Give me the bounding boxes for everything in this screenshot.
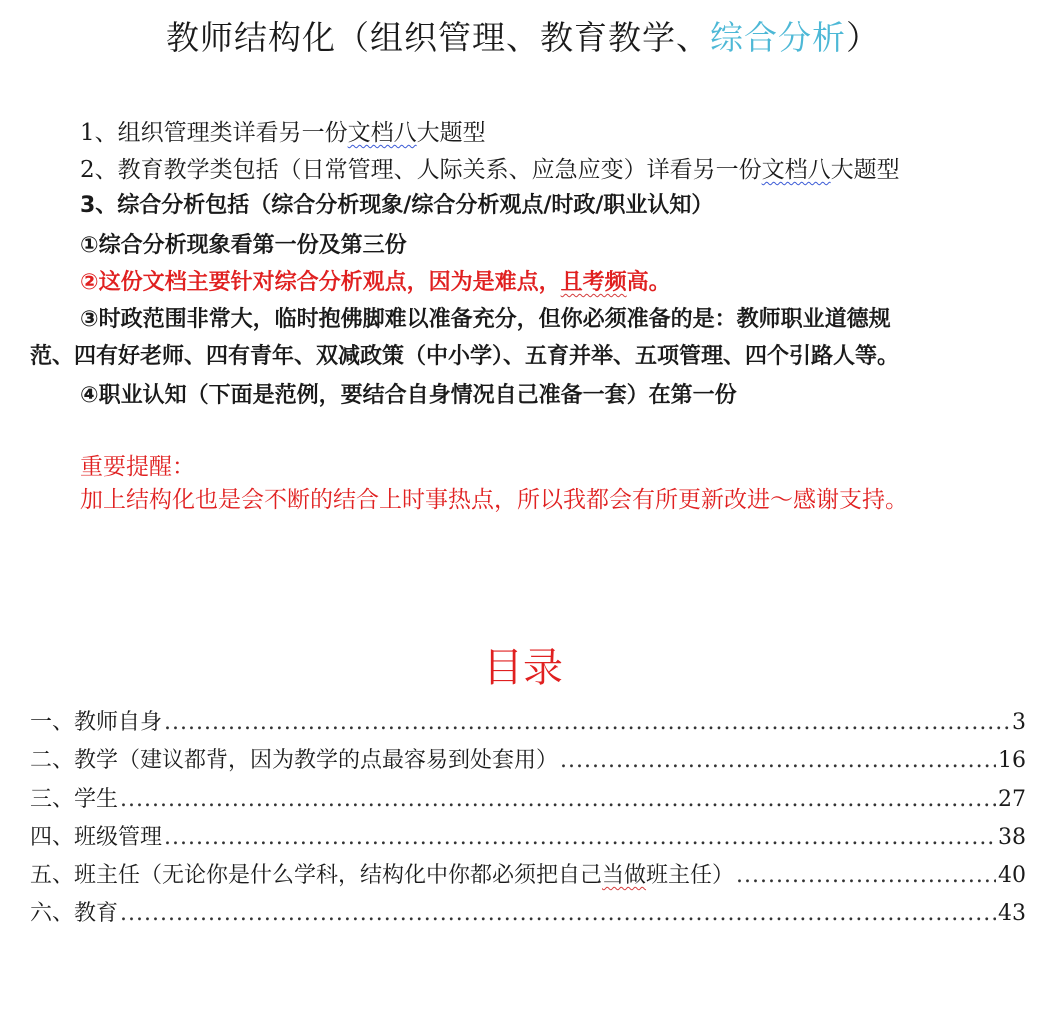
title-close: ）	[846, 18, 880, 57]
sub-item-2	[80, 265, 671, 296]
intro-item-1-text: 1、组织管理类详看另一份	[80, 120, 348, 146]
spellcheck-mark: 文档八	[347, 120, 417, 146]
toc-entry-label-part: 五、班主任（无论你是什么学科，结构化中你都必须把自己	[30, 863, 603, 888]
toc-entry-label: 六、教育	[30, 901, 119, 926]
title-main: 教师结构化（组织管理、教育教学、	[166, 18, 710, 57]
reminder-heading: 重要提醒：	[80, 454, 195, 480]
toc-entry-label-part: 班主任）	[646, 863, 735, 888]
toc-title: 目录	[483, 645, 563, 691]
toc-entry[interactable]	[30, 782, 1026, 813]
intro-item-1	[80, 114, 486, 147]
toc-entry-label: 一、教师自身	[30, 710, 163, 735]
toc-entry[interactable]	[30, 743, 1026, 774]
toc-entry-label	[30, 858, 734, 889]
toc-leader	[164, 825, 996, 850]
toc-entry-label: 二、教学（建议都背，因为教学的点最容易到处套用）	[30, 748, 559, 773]
title-highlight: 综合分析	[710, 18, 846, 57]
toc-entry-page: 40	[998, 863, 1026, 888]
intro-item-2	[80, 151, 900, 184]
sub-item-1: ①综合分析现象看第一份及第三份	[80, 233, 407, 258]
intro-item-1-text-end: 大题型	[416, 120, 486, 146]
toc-entry[interactable]	[30, 858, 1026, 889]
sub-item-3-line-2: 范、四有好老师、四有青年、双减政策（中小学）、五育并举、五项管理、四个引路人等。	[30, 344, 900, 369]
toc-leader	[164, 710, 1010, 735]
sub-item-2-text-end: 高。	[626, 270, 671, 295]
toc-entry-page: 3	[1012, 710, 1026, 735]
toc-entry-page: 27	[998, 787, 1026, 812]
toc-leader	[120, 901, 996, 926]
toc-entry[interactable]	[30, 820, 1026, 851]
spellcheck-mark: 且考频	[560, 270, 627, 295]
toc-entry-label: 四、班级管理	[30, 825, 163, 850]
toc-entry-page: 38	[998, 825, 1026, 850]
spellcheck-mark: 当做	[602, 863, 647, 888]
sub-item-3-line-1: ③时政范围非常大，临时抱佛脚难以准备充分，但你必须准备的是：教师职业道德规	[80, 307, 891, 332]
toc-leader	[560, 748, 996, 773]
spellcheck-mark: 文档八	[761, 157, 831, 183]
toc-leader	[120, 787, 996, 812]
sub-item-4: ④职业认知（下面是范例，要结合自身情况自己准备一套）在第一份	[80, 383, 737, 408]
intro-item-2-text: 2、教育教学类包括（日常管理、人际关系、应急应变）详看另一份	[80, 157, 762, 183]
toc-entry[interactable]	[30, 705, 1026, 736]
document-title	[0, 12, 1046, 59]
toc-entry[interactable]	[30, 896, 1026, 927]
toc-leader	[736, 863, 996, 888]
intro-item-2-text-end: 大题型	[830, 157, 900, 183]
toc-entry-page: 43	[998, 901, 1026, 926]
sub-item-2-text: ②这份文档主要针对综合分析观点，因为是难点，	[80, 270, 561, 295]
toc-entry-label: 三、学生	[30, 787, 119, 812]
intro-item-3: 3、综合分析包括（综合分析现象/综合分析观点/时政/职业认知）	[80, 193, 714, 218]
toc-entry-page: 16	[998, 748, 1026, 773]
reminder-text: 加上结构化也是会不断的结合上时事热点，所以我都会有所更新改进～感谢支持。	[80, 487, 908, 513]
